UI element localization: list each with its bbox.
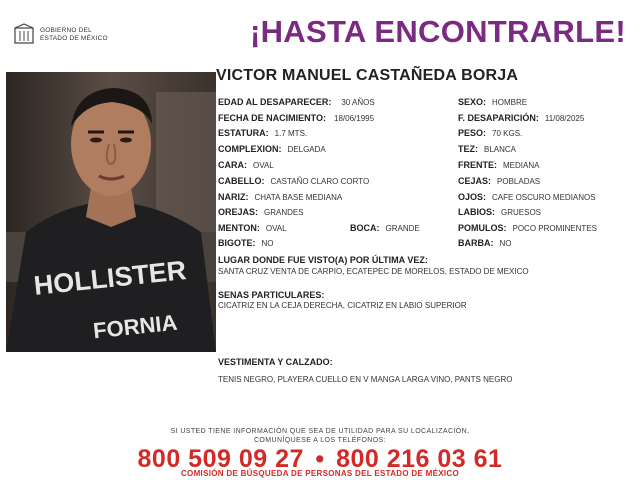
- field-cejas: [458, 175, 540, 188]
- contact-info-line-2: COMUNÍQUESE A LOS TELÉFONOS:: [253, 437, 387, 444]
- clothing-text: TENIS NEGRO, PLAYERA CUELLO EN V MANGA LARGA VINO, PANTS NEGRO: [218, 375, 513, 384]
- field-value: OVAL: [265, 224, 287, 233]
- field-value: 18/06/1995: [334, 114, 375, 123]
- field-label: FECHA DE NACIMIENTO:: [218, 113, 326, 123]
- field-label: OREJAS:: [218, 207, 259, 217]
- field-label: OJOS:: [458, 192, 487, 202]
- particular-marks-title: SENAS PARTICULARES:: [218, 290, 325, 300]
- field-complexion: [218, 143, 326, 156]
- field-estatura: [218, 127, 307, 140]
- field-fecha-desaparicion: [458, 112, 584, 125]
- field-label: NARIZ:: [218, 192, 249, 202]
- field-label: BIGOTE:: [218, 238, 256, 248]
- field-value: 30 AÑOS: [341, 98, 375, 107]
- field-ojos: [458, 191, 596, 204]
- phone-number-2[interactable]: 800 216 03 61: [336, 445, 503, 473]
- page-headline: ¡HASTA ENCONTRARLE!: [250, 14, 626, 49]
- field-value: DELGADA: [287, 145, 326, 154]
- field-label: CARA:: [218, 160, 247, 170]
- field-label: F. DESAPARICIÓN:: [458, 113, 539, 123]
- field-value: POBLADAS: [497, 177, 541, 186]
- field-fecha-nacimiento: [218, 112, 374, 125]
- field-boca: [350, 222, 420, 235]
- field-label: TEZ:: [458, 144, 478, 154]
- field-value: 11/08/2025: [544, 114, 585, 123]
- field-label: PESO:: [458, 128, 487, 138]
- field-frente: [458, 159, 539, 172]
- field-barba: [458, 237, 512, 250]
- contact-info-line-1: SI USTED TIENE INFORMACIÓN QUE SEA DE UTILIDAD PARA SU LOCALIZACIÓN,: [170, 428, 470, 435]
- field-label: CABELLO:: [218, 176, 265, 186]
- shirt-brand-text: HOLLISTER: [32, 255, 188, 301]
- field-orejas: [218, 206, 304, 219]
- field-label: POMULOS:: [458, 223, 507, 233]
- field-edad: [218, 96, 375, 109]
- shirt-subtext: FORNIA: [91, 309, 179, 344]
- last-seen-title: LUGAR DONDE FUE VISTO(A) POR ÚLTIMA VEZ:: [218, 255, 428, 265]
- field-label: EDAD AL DESAPARECER:: [218, 97, 332, 107]
- phone-separator: •: [315, 445, 325, 473]
- last-seen-text: SANTA CRUZ VENTA DE CARPIO, ECATEPEC DE MORELOS, ESTADO DE MEXICO: [218, 267, 529, 276]
- field-nariz: [218, 191, 342, 204]
- field-label: BOCA:: [350, 223, 380, 233]
- field-pomulos: [458, 222, 597, 235]
- field-value: CHATA BASE MEDIANA: [254, 193, 343, 202]
- field-value: MEDIANA: [503, 161, 540, 170]
- field-value: POCO PROMINENTES: [512, 224, 597, 233]
- field-label: CEJAS:: [458, 176, 492, 186]
- phone-number-1[interactable]: 800 509 09 27: [137, 445, 304, 473]
- field-label: FRENTE:: [458, 160, 497, 170]
- particular-marks-text: CICATRIZ EN LA CEJA DERECHA, CICATRIZ EN LABIO SUPERIOR: [218, 301, 467, 310]
- state-coat-of-arms-icon: [12, 22, 36, 46]
- field-label: MENTON:: [218, 223, 260, 233]
- field-tez: [458, 143, 516, 156]
- agency-name: COMISIÓN DE BÚSQUEDA DE PERSONAS DEL ESTADO DE MÉXICO: [180, 469, 459, 478]
- field-value: HOMBRE: [492, 98, 528, 107]
- field-value: NO: [261, 239, 274, 248]
- field-label: SEXO:: [458, 97, 487, 107]
- field-value: OVAL: [253, 161, 274, 170]
- field-value: CAFE OSCURO MEDIANOS: [492, 193, 596, 202]
- government-line-2: ESTADO DE MÉXICO: [40, 35, 108, 42]
- government-line-1: GOBIERNO DEL: [40, 27, 92, 34]
- field-value: BLANCA: [484, 145, 517, 154]
- field-label: ESTATURA:: [218, 128, 269, 138]
- field-value: GRUESOS: [501, 208, 542, 217]
- field-value: NO: [499, 239, 512, 248]
- government-name: [40, 27, 108, 43]
- field-value: 70 KGS.: [492, 129, 523, 138]
- person-name: VICTOR MANUEL CASTAÑEDA BORJA: [216, 67, 519, 84]
- field-labios: [458, 206, 541, 219]
- field-label: LABIOS:: [458, 207, 495, 217]
- field-value: CASTAÑO CLARO CORTO: [270, 177, 370, 186]
- field-value: GRANDES: [264, 208, 304, 217]
- missing-person-photo: [6, 72, 216, 352]
- field-sexo: [458, 96, 527, 109]
- field-value: 1.7 MTS.: [274, 129, 308, 138]
- field-value: GRANDE: [385, 224, 420, 233]
- field-cabello: [218, 175, 369, 188]
- field-bigote: [218, 237, 274, 250]
- field-label: BARBA:: [458, 238, 494, 248]
- field-peso: [458, 127, 522, 140]
- field-menton: [218, 222, 287, 235]
- field-label: COMPLEXION:: [218, 144, 282, 154]
- field-cara: [218, 159, 274, 172]
- clothing-title: VESTIMENTA Y CALZADO:: [218, 357, 333, 367]
